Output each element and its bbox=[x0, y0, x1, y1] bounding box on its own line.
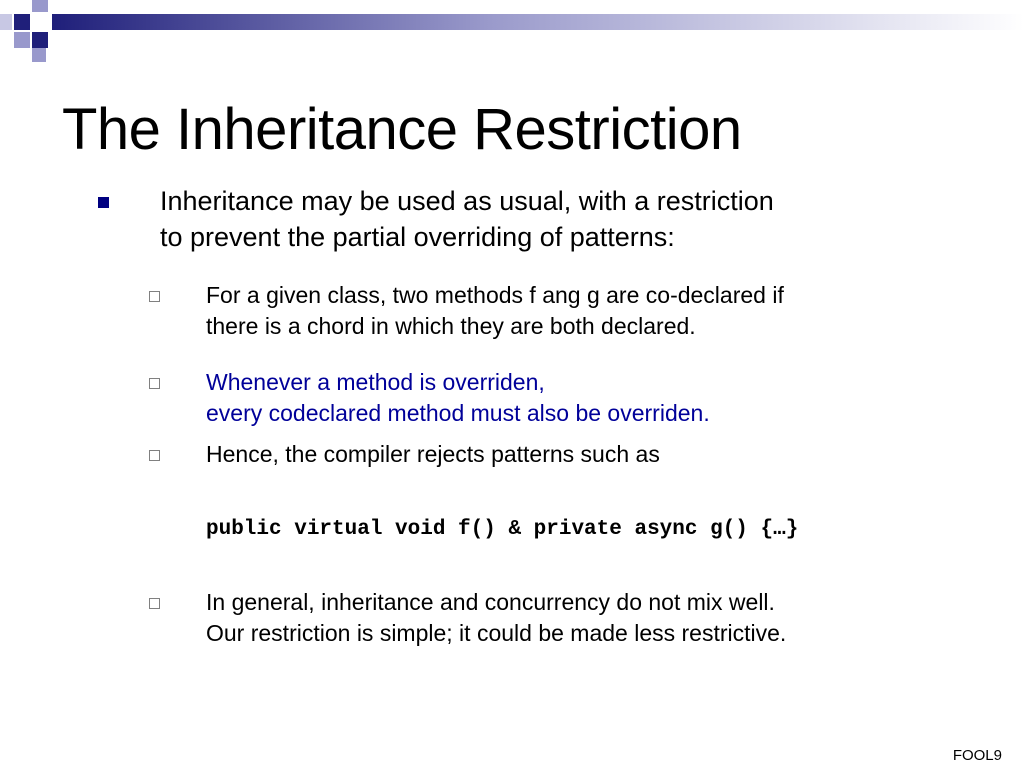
deco-square bbox=[0, 14, 12, 30]
main-bullet-line: Inheritance may be used as usual, with a restriction bbox=[160, 186, 774, 216]
hollow-square-bullet-icon bbox=[149, 378, 160, 389]
header-gradient-band bbox=[52, 14, 1024, 30]
subpoint-general-remark bbox=[206, 587, 996, 649]
deco-square bbox=[32, 32, 48, 48]
subpoint-line: In general, inheritance and concurrency do not mix well. bbox=[206, 589, 775, 615]
hollow-square-bullet-icon bbox=[149, 450, 160, 461]
slide-footer: FOOL9 bbox=[952, 747, 1002, 764]
subpoint-line: Hence, the compiler rejects patterns such as bbox=[206, 441, 660, 467]
bullet-square-icon bbox=[98, 197, 109, 208]
subpoint-line: Whenever a method is overriden, bbox=[206, 369, 545, 395]
main-bullet-line: to prevent the partial overriding of patterns: bbox=[160, 222, 675, 252]
subpoint-line: For a given class, two methods f ang g are co-declared if bbox=[206, 282, 784, 308]
subpoint-co-declared bbox=[206, 280, 996, 342]
code-example: public virtual void f() & private async g() {…} bbox=[206, 518, 799, 541]
subpoint-line: every codeclared method must also be overriden. bbox=[206, 400, 710, 426]
deco-square bbox=[32, 48, 46, 62]
subpoint-override-rule bbox=[206, 367, 996, 429]
deco-square bbox=[14, 32, 30, 48]
decorative-header-pattern bbox=[0, 0, 1024, 64]
subpoint-line: there is a chord in which they are both declared. bbox=[206, 313, 696, 339]
subpoint-line: Our restriction is simple; it could be made less restrictive. bbox=[206, 620, 787, 646]
deco-square bbox=[32, 0, 48, 12]
hollow-square-bullet-icon bbox=[149, 291, 160, 302]
slide-title: The Inheritance Restriction bbox=[62, 97, 742, 162]
hollow-square-bullet-icon bbox=[149, 598, 160, 609]
deco-square bbox=[14, 14, 30, 30]
main-bullet-text bbox=[160, 183, 920, 255]
subpoint-compiler-rejects bbox=[206, 439, 996, 470]
